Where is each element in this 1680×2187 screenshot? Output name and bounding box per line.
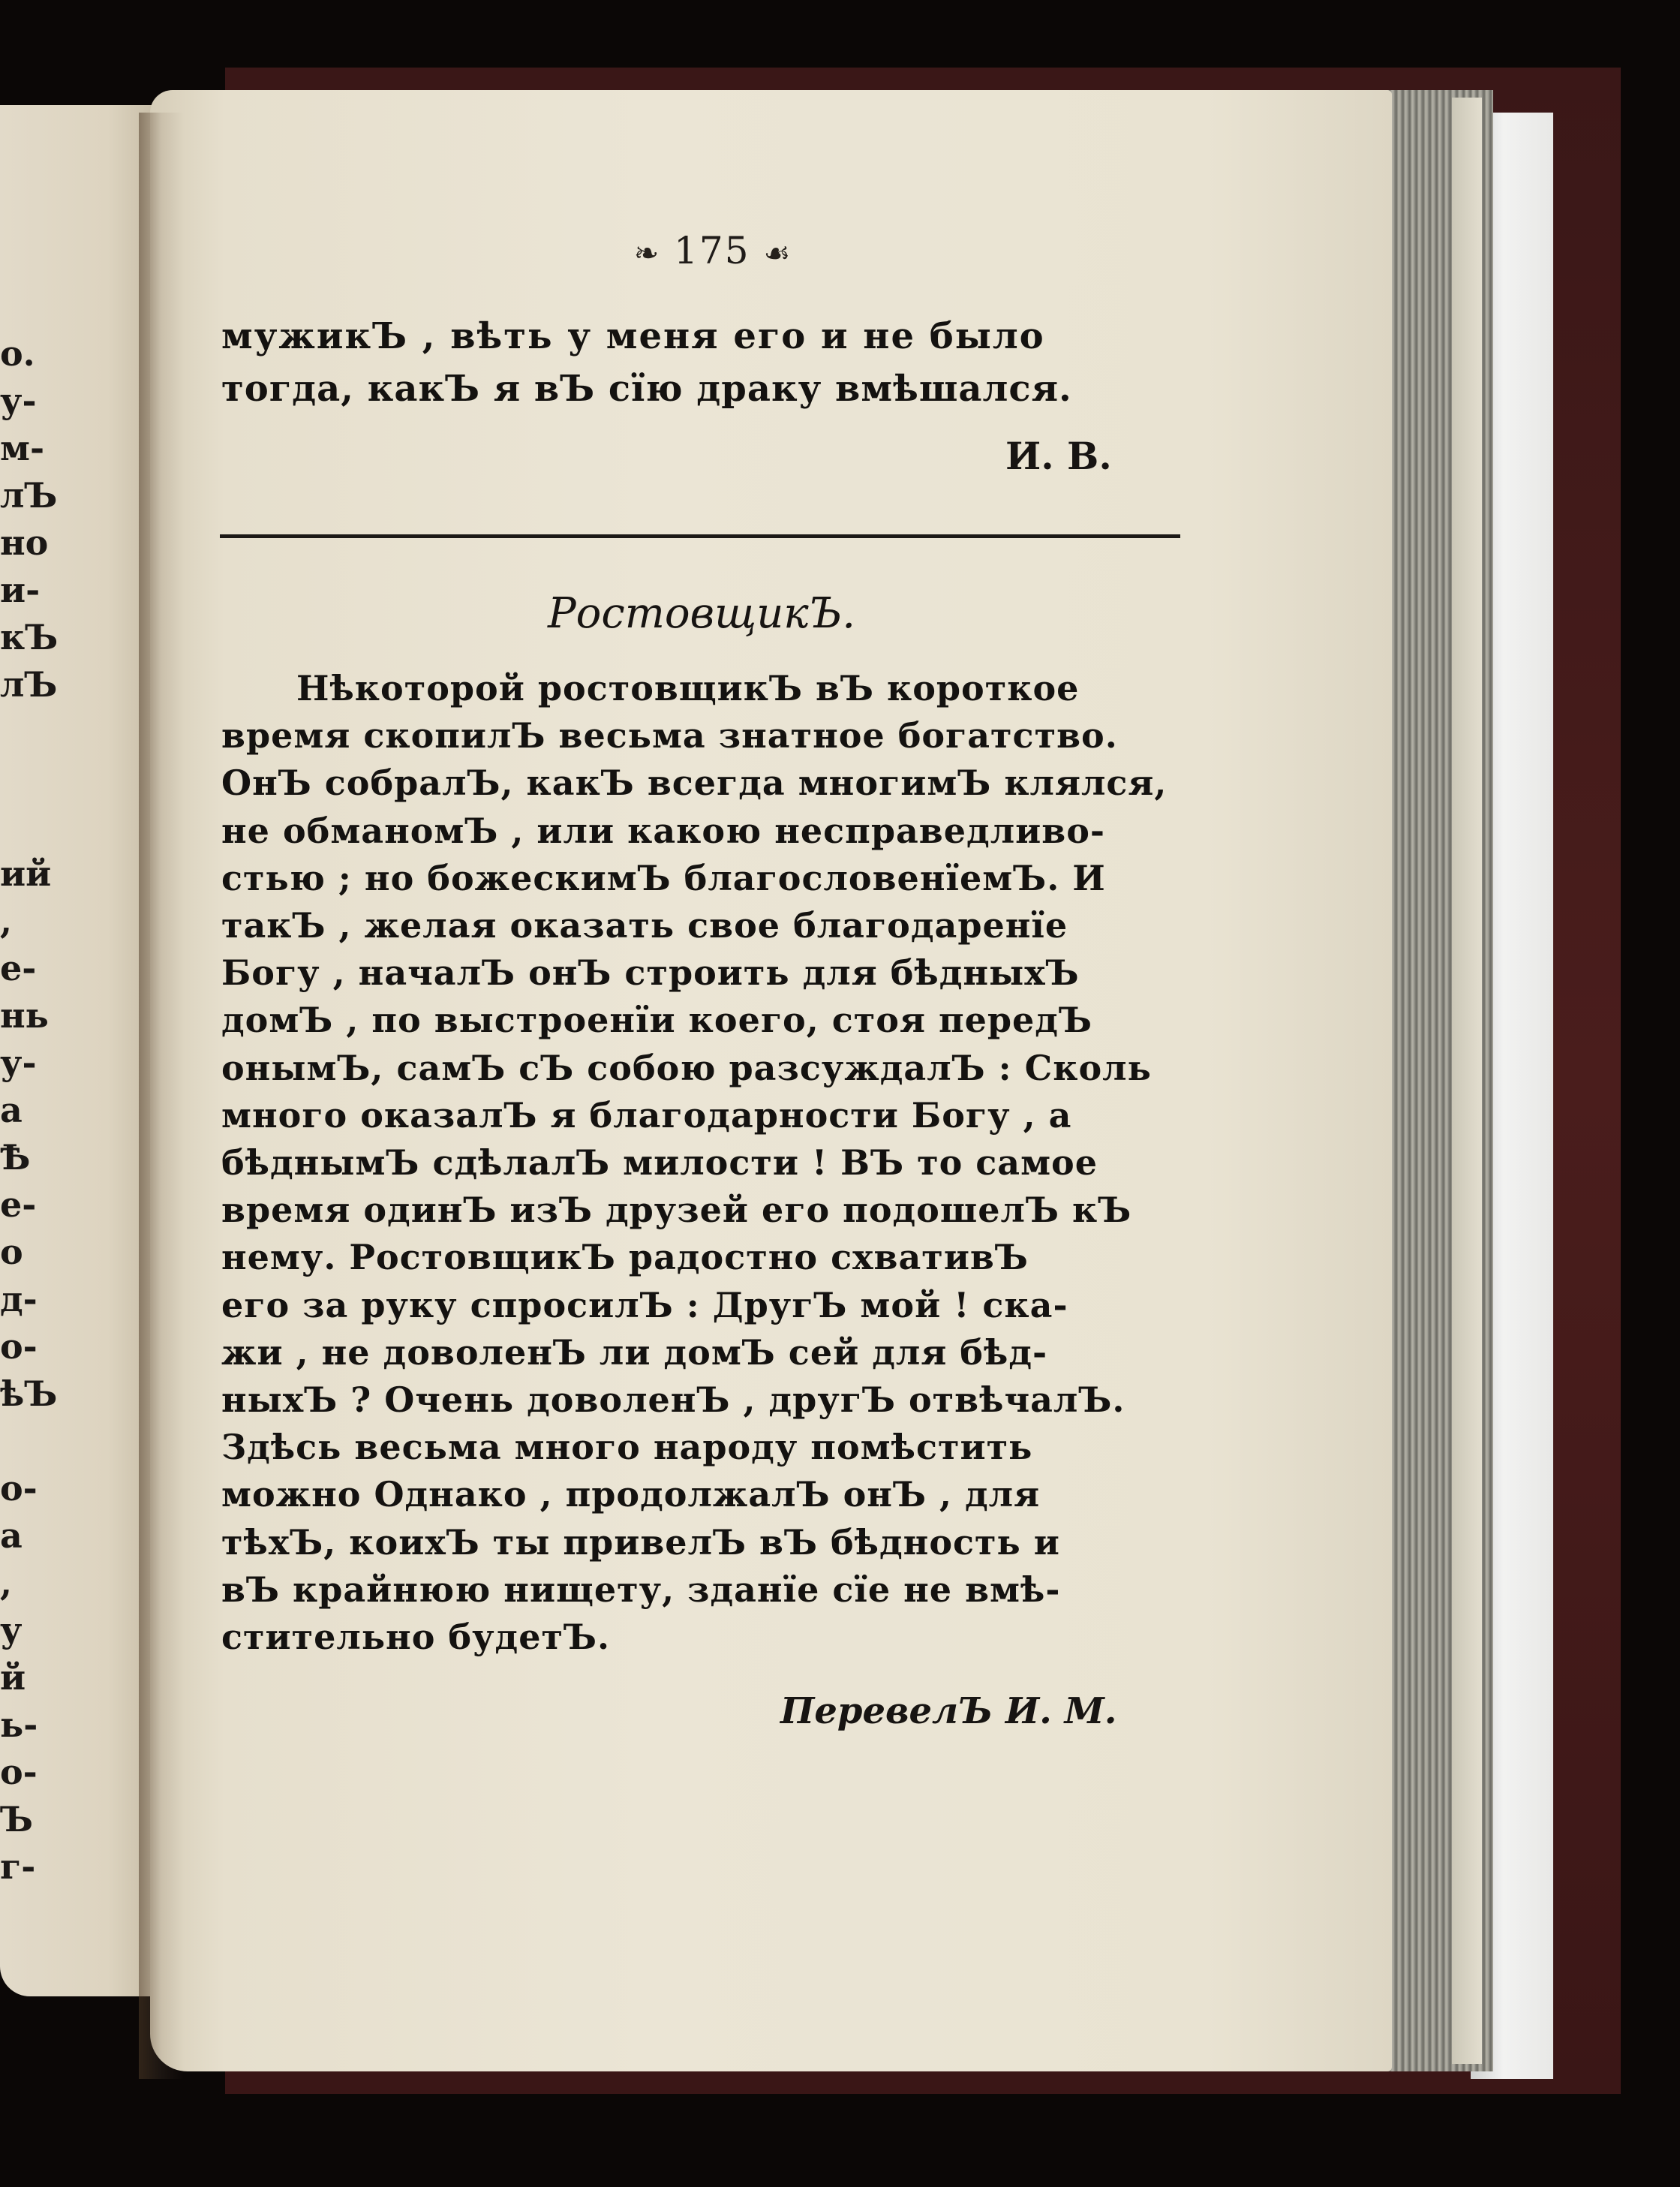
- left-page-fragment: о-: [0, 1326, 38, 1367]
- left-page-fragment: е-: [0, 948, 37, 988]
- left-page-fragment: ,: [0, 901, 13, 941]
- left-page-fragment: м-: [0, 428, 45, 468]
- left-page-fragment: д-: [0, 1279, 38, 1319]
- body-line: онымЪ, самЪ сЪ собою разсуждалЪ : Сколь: [221, 1047, 1152, 1088]
- left-page-fragment: лЪ: [0, 664, 58, 705]
- left-page-fragment: о.: [0, 333, 35, 374]
- page-edges-cream: [1452, 98, 1482, 2064]
- body-line: время скопилЪ весьма знатное богатство.: [221, 715, 1118, 757]
- body-line: Здѣсь весьма много народу помѣстить: [221, 1427, 1033, 1468]
- left-page-fragment: Ѣ: [0, 1137, 31, 1178]
- article-title: РостовщикЪ.: [547, 589, 856, 638]
- left-page-fragment: [0, 803, 150, 850]
- left-page-fragment: ь-: [0, 1704, 38, 1745]
- left-page-fragment: а: [0, 1090, 23, 1130]
- left-page-fragment: ,: [0, 1563, 13, 1603]
- top-line: мужикЪ , вѣть у меня его и не было: [221, 315, 1045, 357]
- top-line: тогда, какЪ я вЪ сїю драку вмѣшался.: [221, 368, 1072, 410]
- page-header: [585, 229, 840, 272]
- left-page-fragment: у-: [0, 381, 37, 421]
- translator-signature: ПеревелЪ И. М.: [780, 1690, 1117, 1732]
- left-page-fragment: [0, 756, 150, 803]
- section-rule: [220, 534, 1180, 538]
- body-line: вЪ крайнюю нищету, зданїе сїе не вмѣ-: [221, 1569, 1061, 1610]
- body-line: ныхЪ ? Очень доволенЪ , другЪ отвѣчалЪ.: [221, 1379, 1126, 1420]
- left-page-fragment: е-: [0, 1184, 37, 1225]
- left-page-text-fragments: [0, 330, 150, 1891]
- body-line: жи , не доволенЪ ли домЪ сей для бѣд-: [221, 1331, 1048, 1373]
- body-line: тѣхЪ, коихЪ ты привелЪ вЪ бѣдность и: [221, 1521, 1060, 1563]
- body-line: такЪ , желая оказать свое благодаренїе: [221, 905, 1068, 946]
- left-page-fragment: й: [0, 1657, 26, 1698]
- body-line: можно Однако , продолжалЪ онЪ , для: [221, 1474, 1041, 1515]
- left-page-fragment: лЪ: [0, 475, 58, 516]
- left-page-fragment: [0, 1418, 150, 1465]
- body-line: домЪ , по выстроенїи коего, стоя передЪ: [221, 1000, 1092, 1041]
- body-line: не обманомЪ , или какою несправедливо-: [221, 810, 1105, 851]
- top-signature: И. В.: [1005, 434, 1112, 478]
- body-line: бѣднымЪ сдѣлалЪ милости ! ВЪ то самое: [221, 1142, 1098, 1183]
- page-number: 175: [674, 229, 750, 272]
- left-page-fragment: о: [0, 1232, 23, 1272]
- left-page-fragment: но: [0, 522, 49, 563]
- gutter-shadow: [139, 113, 184, 2079]
- left-page-fragment: а: [0, 1515, 23, 1556]
- left-page-fragment: у-: [0, 1042, 37, 1083]
- left-page-fragment: ѣЪ: [0, 1373, 58, 1414]
- left-page-fragment: кЪ: [0, 617, 59, 657]
- body-line: стью ; но божескимЪ благословенїемЪ. И: [221, 857, 1106, 898]
- left-page-fragment: [0, 708, 150, 756]
- left-page-fragment: ий: [0, 853, 52, 894]
- left-page-fragment: Ъ: [0, 1799, 34, 1840]
- body-line: ОнЪ собралЪ, какЪ всегда многимЪ клялся,: [221, 763, 1168, 804]
- body-line: Нѣкоторой ростовщикЪ вЪ короткое: [296, 668, 1080, 708]
- left-page-fragment: о-: [0, 1752, 38, 1792]
- left-page-fragment: у: [0, 1610, 23, 1650]
- body-line: время одинЪ изЪ друзей его подошелЪ кЪ: [221, 1190, 1132, 1231]
- left-page-fragment: и-: [0, 570, 41, 610]
- left-page-fragment: г-: [0, 1846, 36, 1887]
- body-line: его за руку спросилЪ : ДругЪ мой ! ска-: [221, 1284, 1068, 1325]
- body-line: нему. РостовщикЪ радостно схвативЪ: [221, 1237, 1029, 1278]
- left-page-fragment: о-: [0, 1468, 38, 1509]
- left-page-fragment: нь: [0, 995, 49, 1036]
- body-line: много оказалЪ я благодарности Богу , а: [221, 1094, 1072, 1136]
- body-line: Богу , началЪ онЪ строить для бѣдныхЪ: [221, 952, 1080, 994]
- body-line: стительно будетЪ.: [221, 1617, 610, 1657]
- ornament-right-icon: ☙: [763, 236, 792, 271]
- ornament-left-icon: ❧: [633, 236, 661, 271]
